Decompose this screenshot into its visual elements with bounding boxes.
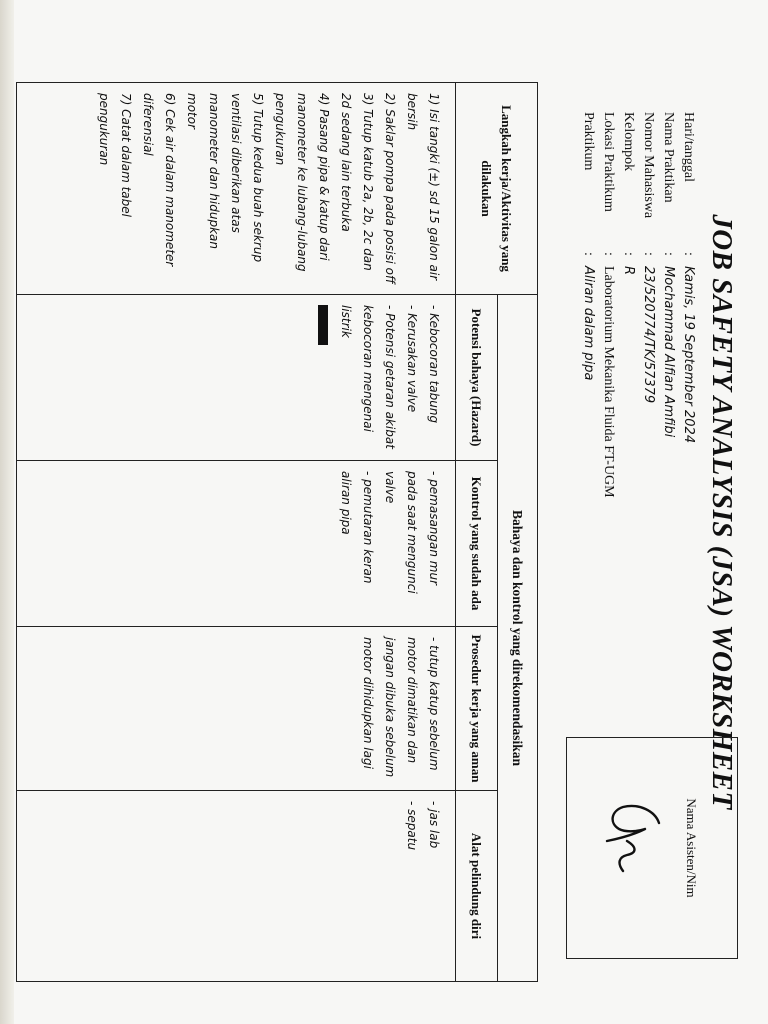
ppe-cell — [391, 791, 455, 981]
step-item: 6) Cek air dalam manometer diferensial — [141, 93, 177, 267]
hazard-item: - Kebocoran tabung — [427, 305, 441, 424]
info-row-praktikum — [578, 112, 598, 498]
jsa-table — [16, 82, 538, 982]
steps-header: Langkah kerja/Aktivitas yang dilakukan — [455, 83, 537, 294]
hazard-item: - Potensi getaran akibat kebocoran mengenai listrik — [339, 305, 397, 449]
ppe-column — [17, 791, 497, 981]
recommendation-group-header: Bahaya dan kontrol yang direkomendasikan — [497, 295, 537, 981]
step-item: 5) Tutup kedua buah sekrup ventilasi diberikan atas manometer dan hidupkan motor — [185, 93, 265, 263]
nama-label: Nama Praktikan — [661, 112, 676, 203]
nomor-label: Nomor Mahasiswa — [641, 112, 656, 219]
steps-column — [17, 83, 537, 295]
steps-cell — [83, 83, 455, 294]
colon: : — [661, 252, 676, 256]
control-header: Kontrol yang sudah ada — [455, 461, 497, 626]
procedure-header: Prosedur kerja yang aman — [455, 627, 497, 790]
nomor-value: 23/520774/TK/57379 — [641, 266, 656, 404]
step-item: 1) Isi tangki (±) sd 15 galon air bersih — [405, 93, 441, 281]
hari-label: Hari/tanggal — [681, 112, 696, 182]
info-row-nama — [658, 112, 678, 498]
hazard-header: Potensi bahaya (Hazard) — [455, 295, 497, 460]
control-item: - pemutaran keran aliran pipa — [339, 471, 375, 584]
lokasi-value: Laboratorium Mekanika Fluida FT-UGM — [601, 266, 616, 498]
control-cell — [325, 461, 455, 626]
info-row-lokasi — [598, 112, 618, 498]
nama-value: Mochammad Alfian Amfibi — [661, 266, 676, 438]
hari-value: Kamis, 19 September 2024 — [681, 266, 696, 444]
procedure-item: - tutup katup sebelum motor dimatikan dan jangan dibuka sebelum motor dihidupkan lagi — [361, 637, 441, 778]
colon: : — [641, 252, 656, 256]
step-item: 7) Catat dalam tabel pengukuran — [97, 93, 133, 217]
info-block — [578, 112, 698, 498]
hazard-item: - Kerusakan valve — [405, 305, 419, 413]
kelompok-label: Kelompok — [621, 112, 636, 172]
procedure-column — [17, 627, 497, 791]
redacted-mark — [313, 305, 335, 450]
colon: : — [681, 252, 696, 256]
info-row-nomor — [638, 112, 658, 498]
colon: : — [581, 252, 596, 256]
ppe-item: - jas lab — [427, 801, 441, 849]
step-item: 2) Saklar pompa pada posisi off — [383, 93, 397, 284]
kelompok-value: R — [621, 266, 636, 276]
worksheet-title: JOB SAFETY ANALYSIS (JSA) WORKSHEET — [706, 214, 738, 810]
control-column — [17, 461, 497, 627]
rotated-document — [0, 82, 738, 1002]
ppe-header: Alat pelindung diri — [455, 791, 497, 981]
step-item: 4) Pasang pipa & katup dari manometer ke lubang-lubang pengukuran — [273, 93, 331, 272]
praktikum-label: Praktikum — [581, 112, 596, 171]
step-item: 3) Tutup katub 2a, 2b, 2c dan 2d sedang lain terbuka — [339, 93, 375, 271]
info-row-kelompok — [618, 112, 638, 498]
info-row-hari — [678, 112, 698, 498]
lokasi-label: Lokasi Praktikum — [601, 112, 616, 212]
colon: : — [621, 252, 636, 256]
asisten-box — [566, 737, 738, 959]
praktikum-value: Aliran dalam pipa — [581, 266, 596, 381]
procedure-cell — [347, 627, 455, 790]
control-item: - pemasangan mur pada saat mengunci valve — [383, 471, 441, 594]
hazard-cell — [303, 295, 455, 460]
signature-icon — [597, 793, 667, 883]
hazard-column — [17, 295, 497, 461]
ppe-item: - sepatu — [405, 801, 419, 851]
asisten-label: Nama Asisten/Nim — [684, 798, 699, 898]
colon: : — [601, 252, 616, 256]
